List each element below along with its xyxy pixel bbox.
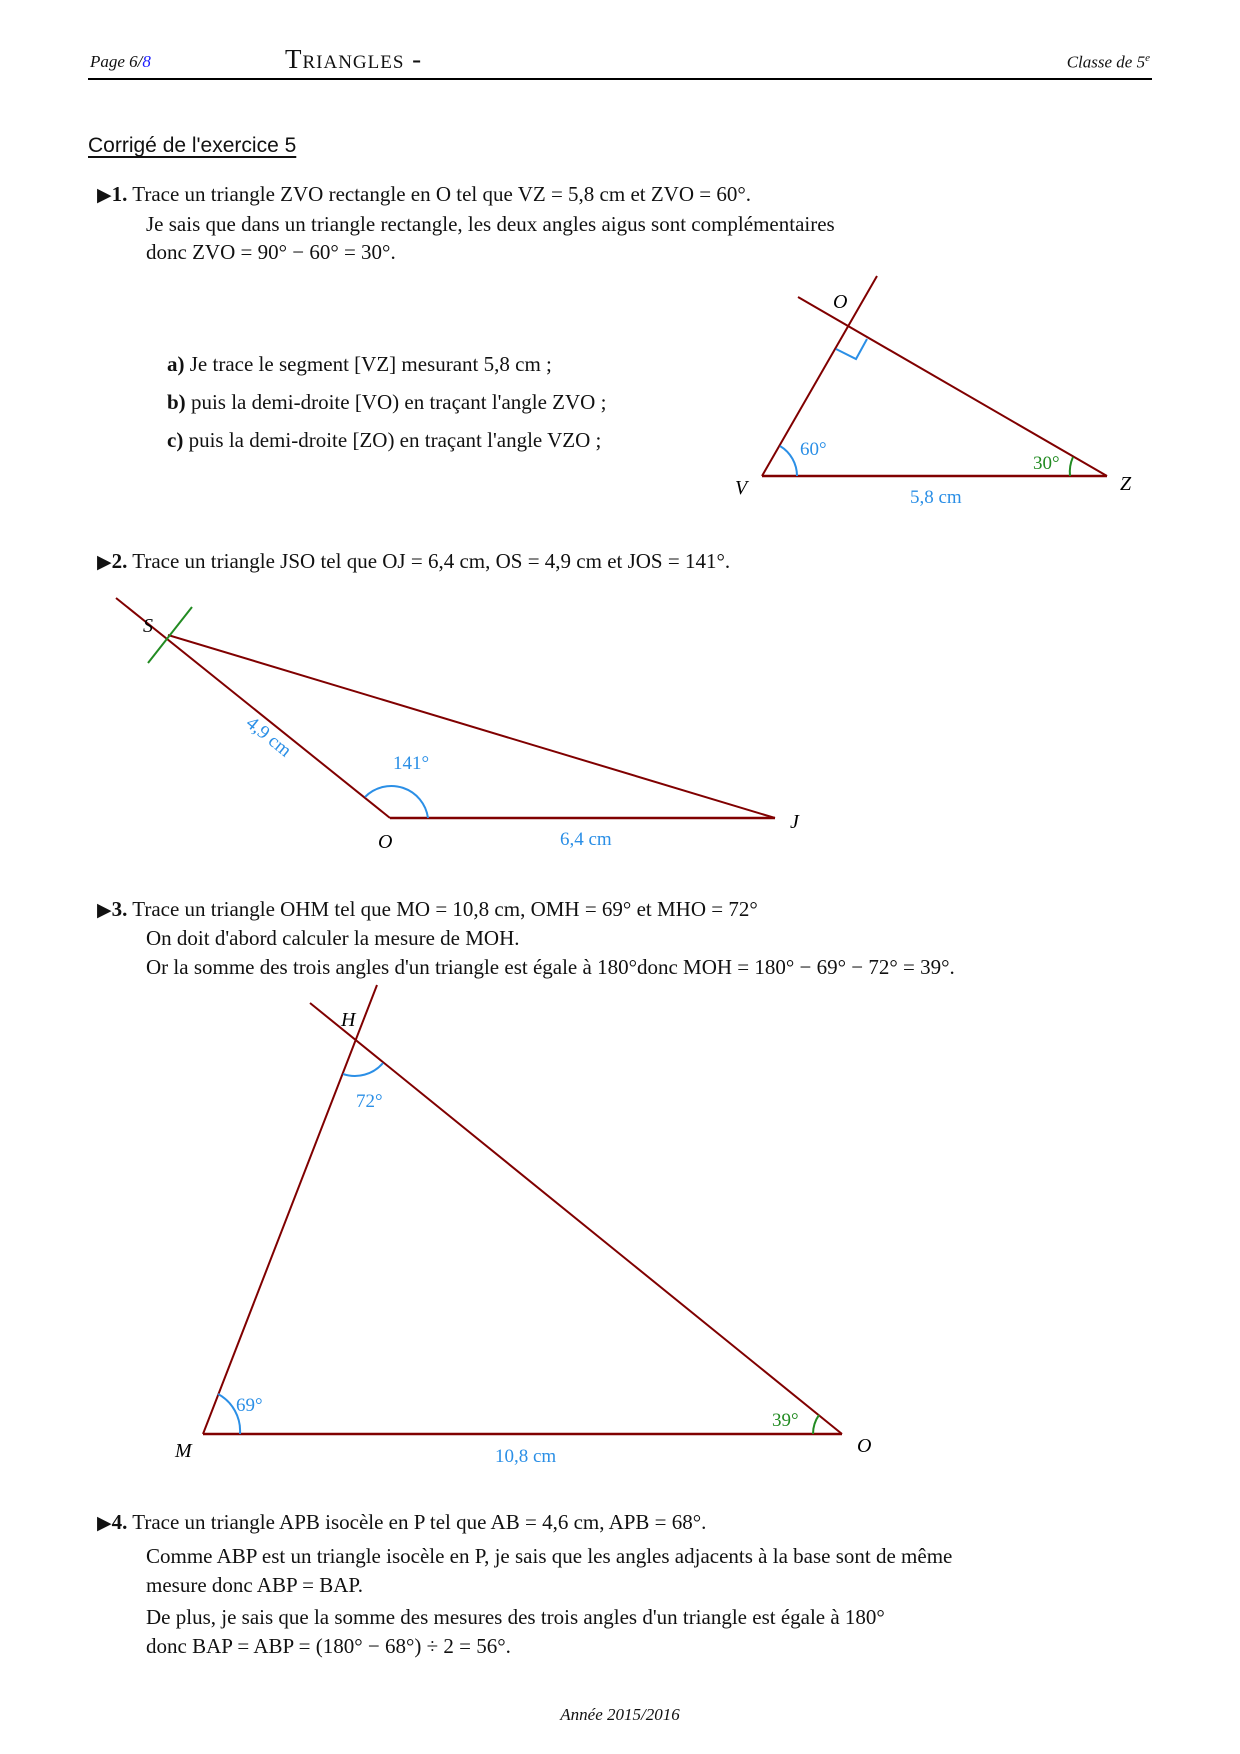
triangle-bullet-icon: ▶	[97, 1513, 112, 1534]
angle-label-o: 39°	[772, 1410, 799, 1431]
side-label-os: 4,9 cm	[241, 712, 296, 762]
step-text: puis la demi-droite [VO) en traçant l'angle ZVO ;	[190, 390, 607, 414]
vertex-label-o: O	[378, 831, 393, 853]
side-label-mo: 10,8 cm	[495, 1446, 557, 1467]
exercise-number: 4.	[111, 1510, 128, 1534]
exercise-text: Trace un triangle ZVO rectangle en O tel que VZ = 5,8 cm et ZVO = 60°.	[132, 182, 752, 206]
figure-2-triangle-jso	[116, 598, 800, 853]
side-label-oj: 6,4 cm	[560, 829, 612, 850]
angle-label-h: 72°	[356, 1091, 383, 1112]
vertex-label-s: S	[143, 615, 153, 637]
exercise-4-line-2: Comme ABP est un triangle isocèle en P, je sais que les angles adjacents à la base sont de même	[146, 1544, 953, 1568]
exercise-4-line-3: mesure donc ABP = BAP.	[146, 1573, 363, 1597]
class-label-sup: e	[1145, 52, 1150, 64]
step-text: Je trace le segment [VZ] mesurant 5,8 cm ;	[189, 352, 552, 376]
triangle-bullet-icon: ▶	[97, 185, 112, 206]
exercise-text: Trace un triangle JSO tel que OJ = 6,4 cm, OS = 4,9 cm et JOS = 141°.	[132, 549, 731, 573]
vertex-label-j: J	[790, 811, 799, 833]
step-label: a)	[167, 352, 185, 376]
vertex-label-o: O	[857, 1435, 872, 1457]
exercise-number: 3.	[111, 897, 128, 921]
side-label-vz: 5,8 cm	[910, 487, 962, 508]
step-label: b)	[167, 390, 186, 414]
triangle-bullet-icon: ▶	[97, 552, 112, 573]
page-total-link[interactable]: 8	[142, 52, 151, 71]
exercise-1-line-3: donc ZVO = 90° − 60° = 30°.	[146, 240, 396, 264]
exercise-text: Trace un triangle OHM tel que MO = 10,8 cm, OMH = 69° et MHO = 72°	[132, 897, 758, 921]
page-number-label: Page 6/	[90, 52, 143, 71]
step-label: c)	[167, 428, 184, 452]
vertex-label-o: O	[833, 291, 848, 313]
angle-label-z: 30°	[1033, 453, 1060, 474]
vertex-label-h: H	[341, 1009, 356, 1031]
figure-1-triangle-zvo	[735, 276, 1132, 508]
section-title: Corrigé de l'exercice 5	[88, 134, 297, 157]
exercise-2-line-1	[97, 549, 730, 574]
step-text: puis la demi-droite [ZO) en traçant l'angle VZO ;	[188, 428, 602, 452]
vertex-label-z: Z	[1120, 473, 1132, 495]
exercise-4-line-1	[97, 1510, 706, 1535]
triangle-bullet-icon: ▶	[97, 900, 112, 921]
angle-label-v: 60°	[800, 439, 827, 460]
vertex-label-v: V	[735, 477, 748, 499]
class-label-text: Classe de 5	[1066, 52, 1146, 72]
figure-3-triangle-ohm	[174, 985, 871, 1467]
exercise-number: 2.	[111, 549, 128, 573]
vertex-label-m: M	[175, 1440, 192, 1462]
exercise-number: 1.	[111, 182, 128, 206]
exercise-1-line-2: Je sais que dans un triangle rectangle, les deux angles aigus sont complémentaires	[146, 212, 835, 236]
angle-label-o: 141°	[393, 753, 430, 774]
exercise-text: Trace un triangle APB isocèle en P tel que AB = 4,6 cm, APB = 68°.	[132, 1510, 707, 1534]
angle-label-m: 69°	[236, 1395, 263, 1416]
footer-year: Année 2015/2016	[560, 1705, 680, 1724]
exercise-3-line-2: On doit d'abord calculer la mesure de MOH.	[146, 926, 520, 950]
document-title: Triangles -	[285, 44, 423, 74]
exercise-4-line-5: donc BAP = ABP = (180° − 68°) ÷ 2 = 56°.	[146, 1634, 511, 1658]
exercise-3-line-3: Or la somme des trois angles d'un triangle est égale à 180°donc MOH = 180° − 69° − 72° = 39°.	[146, 955, 955, 979]
exercise-4-line-4: De plus, je sais que la somme des mesures des trois angles d'un triangle est égale à 180°	[146, 1605, 885, 1629]
exercise-3-line-1	[97, 897, 758, 922]
